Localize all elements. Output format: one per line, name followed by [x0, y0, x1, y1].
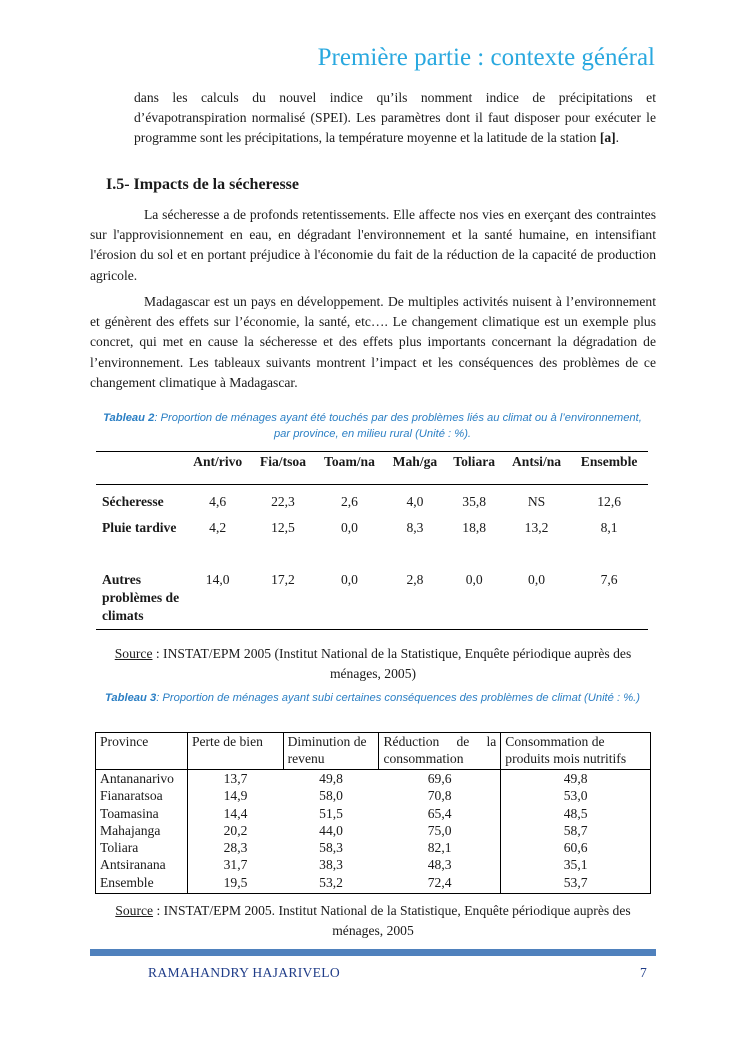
table3-caption-label: Tableau 3: [104, 692, 157, 704]
table-cell: 70,8: [427, 788, 452, 804]
table3-header-cell: Consommation de produits mois nutritifs: [501, 733, 651, 770]
table2-header-cell: Ensemble: [570, 452, 648, 485]
table-cell: 0,0: [340, 520, 358, 535]
paragraph-spei-text: dans les calculs du nouvel indice qu’ils nomment indice de précipitations et d’évapotranspiration normalisé (SPEI). Les paramètres dont il faut disposer pour exécuter le programme sont les précipitations, la température moyenne et la latitude de la station: [134, 90, 656, 146]
table-row: [96, 787, 651, 804]
table-cell: 22,3: [271, 494, 295, 509]
table3-source-label: Source: [115, 903, 154, 918]
table-cell: 35,8: [462, 494, 487, 509]
table-cell: 0,0: [446, 571, 503, 630]
section-heading: I.5- Impacts de la sécheresse: [106, 176, 300, 193]
paragraph-secheresse: La sécheresse a de profonds retentissements. Elle affecte nos vies en exerçant des contraintes sur l'approvisionnement en eau, en dégradant l'environnement et la santé humaine, en intensifiant l'érosion du sol et en portant préjudice à l'économie du fait de la réduction de la capacité de production agricole.: [90, 207, 656, 283]
table-cell: 4,0: [406, 494, 424, 509]
table2: [96, 451, 648, 630]
table-cell: 44,0: [319, 822, 343, 838]
table-cell: 53,2: [283, 874, 379, 894]
table-cell: 58,3: [319, 840, 343, 856]
table-cell: 48,5: [501, 805, 651, 822]
table-cell: 38,3: [319, 857, 343, 873]
table-cell: 14,4: [223, 805, 248, 821]
table-cell: 20,2: [223, 822, 248, 838]
table-cell: 17,2: [251, 571, 314, 630]
table-row: [96, 856, 651, 873]
table-cell: 49,8: [501, 770, 651, 788]
row-label: Pluie tardive: [102, 520, 177, 535]
footer-author: RAMAHANDRY HAJARIVELO: [148, 965, 340, 980]
table-cell: 49,8: [319, 771, 343, 786]
table-cell: 69,6: [427, 771, 452, 786]
table-cell: 14,9: [223, 788, 248, 804]
table-cell: 0,0: [315, 571, 385, 630]
table-cell: 0,0: [503, 571, 570, 630]
table3-header-cell: Réduction de la consommation: [379, 733, 501, 770]
table-cell: 18,8: [462, 520, 487, 535]
table2-header-cell: Mah/ga: [384, 452, 445, 485]
table3-header-cell: Diminution de revenu: [283, 733, 379, 770]
province-cell: Toliara: [96, 839, 188, 856]
table-row: [96, 770, 651, 788]
table-cell: 75,0: [427, 822, 452, 838]
table-cell: 53,7: [501, 874, 651, 894]
province-cell: Toamasina: [96, 805, 188, 822]
table3: [95, 732, 651, 894]
table2-header-cell: Antsi/na: [503, 452, 570, 485]
province-cell: Ensemble: [96, 874, 188, 894]
table-cell: 65,4: [427, 805, 452, 821]
province-cell: Mahajanga: [96, 822, 188, 839]
table2-caption: [100, 411, 645, 442]
table2-header-cell: Toam/na: [315, 452, 385, 485]
table3-header-cell: Province: [96, 733, 188, 770]
province-cell: Antananarivo: [96, 770, 188, 788]
table-cell: 48,3: [427, 857, 452, 873]
table-cell: 28,3: [223, 840, 248, 856]
table-cell: 31,7: [223, 857, 248, 873]
table-cell: 12,6: [597, 494, 622, 509]
table2-caption-text: : Proportion de ménages ayant été touchés par des problèmes liés au climat ou à l’environnement, par province, en milieu rural (Unité : %).: [154, 412, 642, 440]
table-row: [96, 485, 648, 520]
table-cell: 53,0: [501, 787, 651, 804]
table-cell: 8,3: [406, 520, 424, 535]
table2-source-label: Source: [114, 646, 153, 661]
table3-header-row: [96, 733, 651, 770]
page-number: 7: [640, 965, 647, 980]
footer-divider-bar: [90, 949, 656, 956]
table-cell: 2,8: [384, 571, 445, 630]
province-cell: Antsiranana: [96, 856, 188, 873]
table-row: [96, 571, 648, 630]
table-row: [96, 519, 648, 571]
paragraph-spei-end: .: [615, 130, 620, 146]
table-cell: 13,2: [524, 520, 549, 535]
table-cell: 58,7: [501, 822, 651, 839]
table2-header-row: [96, 452, 648, 485]
table-cell: 8,1: [600, 520, 618, 535]
table2-header-cell: Fia/tsoa: [251, 452, 314, 485]
reference-a: [a]: [599, 130, 616, 146]
table-cell: 2,6: [340, 494, 358, 509]
table3-header-cell: Perte de bien: [187, 733, 283, 770]
table2-source: [90, 644, 656, 684]
table3-source-text: : INSTAT/EPM 2005. Institut National de la Statistique, Enquête périodique auprès des ménages, 2005: [153, 903, 631, 938]
table-cell: 4,2: [209, 520, 227, 535]
table2-header-cell: [96, 452, 184, 485]
table-cell: 14,0: [184, 571, 251, 630]
table-cell: 58,0: [319, 788, 343, 804]
table-cell: 35,1: [501, 856, 651, 873]
row-label: Autres problèmes de climats: [96, 571, 184, 630]
table-cell: 12,5: [271, 520, 295, 535]
table2-header-cell: Ant/rivo: [184, 452, 251, 485]
table-cell: 60,6: [501, 839, 651, 856]
table-row: [96, 822, 651, 839]
table2-source-text: : INSTAT/EPM 2005 (Institut National de la Statistique, Enquête périodique auprès des ménages, 2005): [152, 646, 632, 681]
table-cell: 72,4: [379, 874, 501, 894]
table-row: [96, 874, 651, 894]
row-label: Sécheresse: [102, 494, 164, 509]
table-cell: NS: [527, 494, 546, 509]
table2-caption-label: Tableau 2: [103, 412, 155, 424]
table-cell: 19,5: [187, 874, 283, 894]
table-cell: 82,1: [427, 840, 452, 856]
table-cell: 51,5: [319, 805, 343, 821]
page-header-title: Première partie : contexte général: [317, 44, 655, 71]
table-cell: 4,6: [209, 494, 227, 509]
table-cell: 7,6: [570, 571, 648, 630]
paragraph-madagascar: Madagascar est un pays en développement. De multiples activités nuisent à l’environnement et génèrent des effets sur l’économie, la santé, etc…. Le changement climatique est un exemple plus concret, qui met en cause la sécheresse et des effets plus importants concernant la dégradation de l’environnement. Les tableaux suivants montrent l’impact et les conséquences des problèmes de ce changement climatique à Madagascar.: [90, 294, 656, 390]
province-cell: Fianaratsoa: [96, 787, 188, 804]
table-row: [96, 805, 651, 822]
table3-caption: [100, 691, 645, 707]
table3-caption-text: : Proportion de ménages ayant subi certaines conséquences des problèmes de climat (Unité : %.): [156, 692, 640, 704]
table3-source: [90, 901, 656, 941]
table-cell: 13,7: [223, 771, 248, 786]
table-row: [96, 839, 651, 856]
paragraph-spei: [134, 88, 656, 149]
table2-header-cell: Toliara: [446, 452, 503, 485]
